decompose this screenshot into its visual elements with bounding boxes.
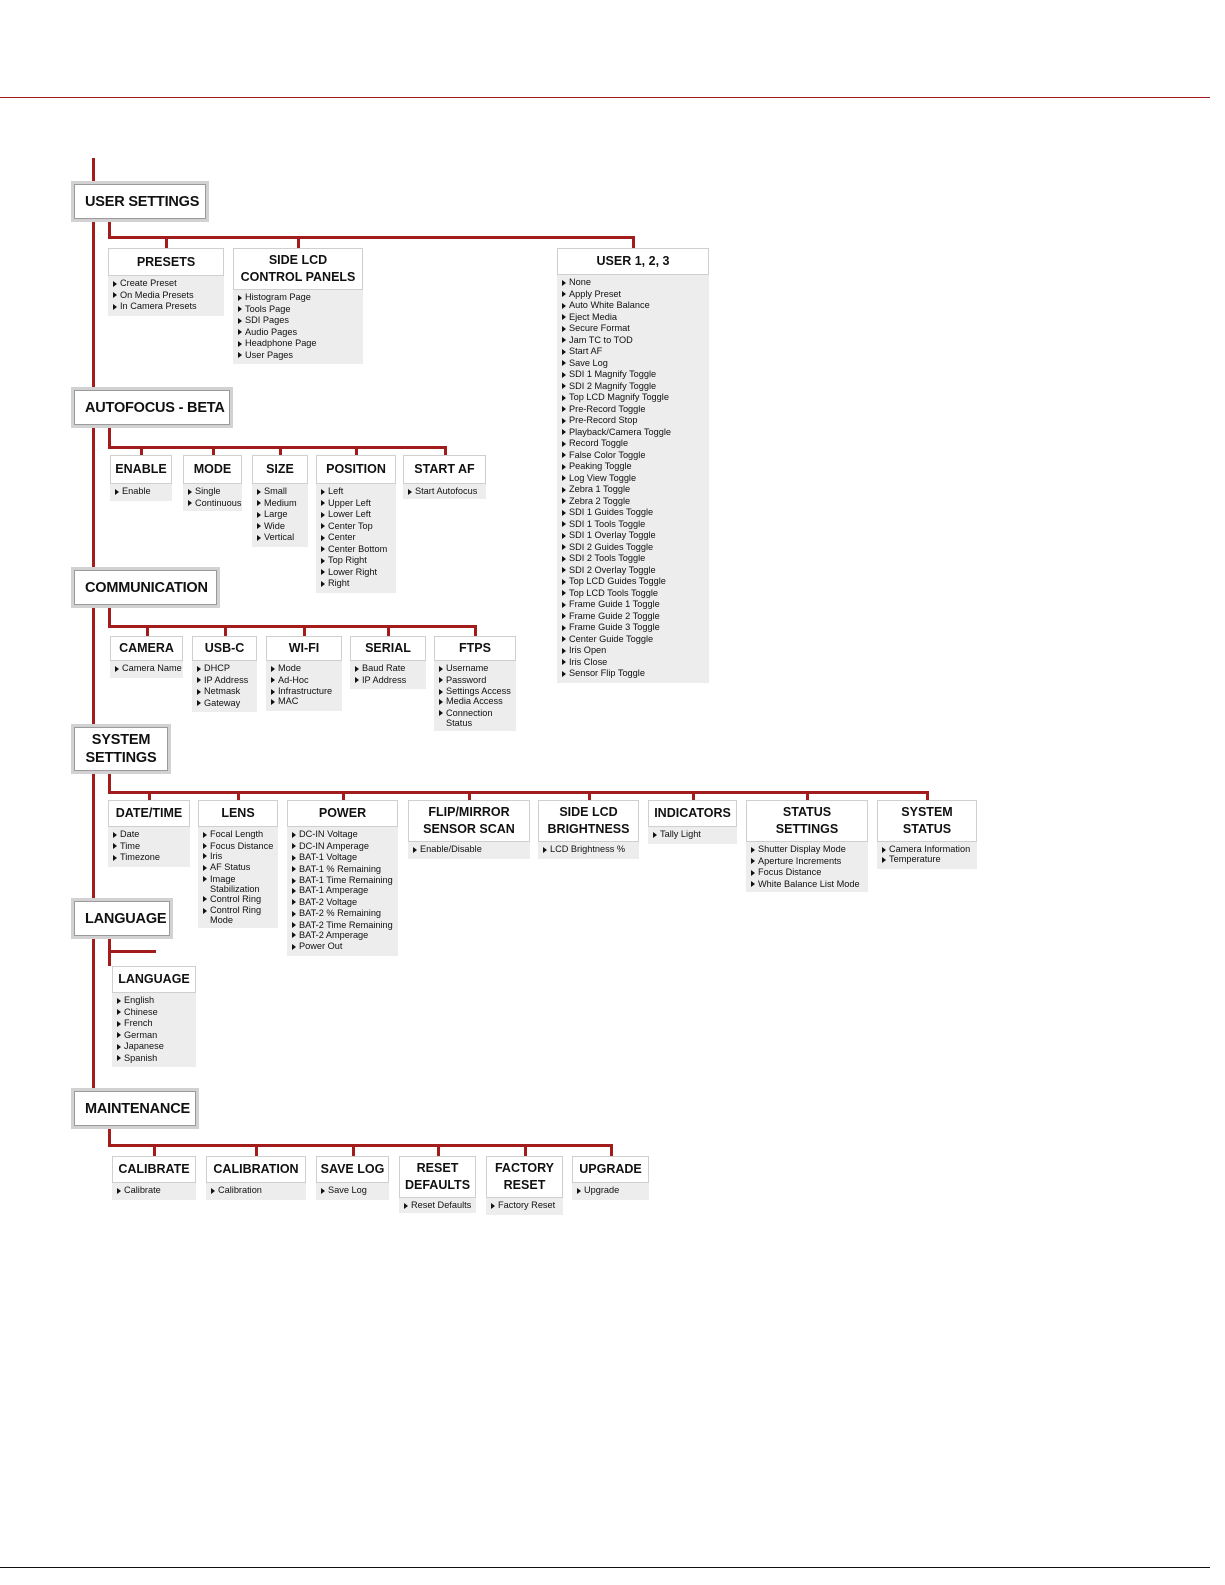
- menu-item: Sensor Flip Toggle: [561, 668, 705, 680]
- menu-item: SDI 1 Guides Toggle: [561, 507, 705, 519]
- menu-item: Continuous: [187, 498, 238, 508]
- menu-item: BAT-1 Time Remaining: [291, 875, 394, 885]
- child-tick-line: [588, 791, 591, 800]
- menu-item: Start AF: [561, 346, 705, 358]
- child-tick-line: [255, 1144, 258, 1156]
- menu-node: [877, 800, 977, 869]
- menu-item: Upper Left: [320, 498, 392, 510]
- category-maintenance: [74, 1091, 196, 1126]
- menu-item: BAT-2 Amperage: [291, 930, 394, 942]
- menu-node-title: SAVE LOG: [316, 1156, 389, 1183]
- menu-item: German: [116, 1030, 192, 1042]
- menu-node: [408, 800, 530, 859]
- menu-node: [350, 636, 426, 689]
- menu-node-title: PRESETS: [108, 248, 224, 276]
- menu-node: [287, 800, 398, 956]
- menu-node-items: [287, 827, 398, 956]
- menu-node: [266, 636, 342, 711]
- menu-node-items: [557, 275, 709, 683]
- menu-item: Start Autofocus: [407, 486, 482, 496]
- menu-item: Enable/Disable: [412, 844, 526, 856]
- menu-item: Calibrate: [116, 1185, 192, 1197]
- menu-item: Chinese: [116, 1007, 192, 1019]
- menu-item: Save Log: [561, 358, 705, 370]
- menu-item: Medium: [256, 498, 304, 510]
- menu-item: BAT-1 Amperage: [291, 885, 394, 897]
- menu-item: IP Address: [196, 675, 253, 687]
- menu-item: Media Access: [438, 696, 512, 708]
- header-rule: [0, 97, 1210, 98]
- menu-node-items: [408, 842, 530, 859]
- menu-node-title: POWER: [287, 800, 398, 827]
- menu-item: SDI 1 Magnify Toggle: [561, 369, 705, 381]
- menu-node-items: [486, 1198, 563, 1215]
- menu-node-title: SIDE LCD BRIGHTNESS: [538, 800, 639, 842]
- category-language: [74, 901, 170, 936]
- menu-item: Control Ring: [202, 894, 274, 906]
- menu-node: [112, 1156, 196, 1200]
- menu-item: BAT-2 Time Remaining: [291, 920, 394, 930]
- menu-item: Right: [320, 578, 392, 590]
- menu-item: Reset Defaults: [403, 1200, 472, 1210]
- menu-node-title: MODE: [183, 455, 242, 484]
- section-bus-line: [108, 446, 447, 449]
- child-tick-line: [140, 446, 143, 455]
- menu-node: [183, 455, 242, 511]
- section-bus-line: [108, 236, 635, 239]
- category-title: MAINTENANCE: [85, 1100, 190, 1117]
- menu-item: Tally Light: [652, 829, 733, 841]
- menu-node-items: [112, 993, 196, 1067]
- menu-item: Spanish: [116, 1053, 192, 1065]
- menu-node: [538, 800, 639, 859]
- menu-item: SDI 1 Overlay Toggle: [561, 530, 705, 542]
- menu-item: BAT-1 Voltage: [291, 852, 394, 864]
- child-tick-line: [108, 950, 111, 966]
- footer-rule: [0, 1567, 1210, 1568]
- category-title: AUTOFOCUS - BETA: [85, 399, 225, 416]
- menu-item: Audio Pages: [237, 327, 359, 339]
- menu-item: Vertical: [256, 532, 304, 544]
- menu-node-title: FACTORY RESET: [486, 1156, 563, 1198]
- child-tick-line: [632, 236, 635, 248]
- menu-item: Left: [320, 486, 392, 498]
- child-tick-line: [474, 625, 477, 636]
- child-tick-line: [153, 1144, 156, 1156]
- menu-item: Iris Close: [561, 657, 705, 669]
- menu-item: Focus Distance: [750, 867, 864, 879]
- menu-item: English: [116, 995, 192, 1007]
- menu-item: Camera Name: [114, 663, 179, 675]
- menu-item: Ad-Hoc: [270, 675, 338, 687]
- child-tick-line: [165, 236, 168, 248]
- menu-node: [206, 1156, 306, 1200]
- section-bus-line: [108, 625, 477, 628]
- menu-item: Create Preset: [112, 278, 220, 290]
- menu-node-title: SERIAL: [350, 636, 426, 661]
- menu-item: Japanese: [116, 1041, 192, 1053]
- menu-item: Top Right: [320, 555, 392, 567]
- menu-item: Calibration: [210, 1185, 302, 1197]
- menu-node-items: [110, 661, 183, 678]
- menu-item: Secure Format: [561, 323, 705, 335]
- menu-item: Power Out: [291, 941, 394, 953]
- menu-item: LCD Brightness %: [542, 844, 635, 856]
- menu-item: Control Ring Mode: [202, 905, 274, 925]
- menu-item: Playback/Camera Toggle: [561, 427, 705, 439]
- menu-item: Small: [256, 486, 304, 498]
- menu-node-title: USER 1, 2, 3: [557, 248, 709, 275]
- menu-item: In Camera Presets: [112, 301, 220, 313]
- menu-node-title: CALIBRATION: [206, 1156, 306, 1183]
- category-title: LANGUAGE: [85, 910, 167, 927]
- menu-item: Center: [320, 532, 392, 544]
- menu-item: Mode: [270, 663, 338, 675]
- menu-item: Frame Guide 2 Toggle: [561, 611, 705, 623]
- menu-node-title: FLIP/MIRROR SENSOR SCAN: [408, 800, 530, 842]
- menu-node-title: SIDE LCD CONTROL PANELS: [233, 248, 363, 290]
- menu-node-title: DATE/TIME: [108, 800, 190, 827]
- child-tick-line: [342, 791, 345, 800]
- menu-node-title: SYSTEM STATUS: [877, 800, 977, 842]
- menu-item: Frame Guide 3 Toggle: [561, 622, 705, 634]
- child-tick-line: [692, 791, 695, 800]
- menu-node-items: [183, 484, 242, 511]
- menu-node-items: [252, 484, 308, 547]
- child-tick-line: [387, 625, 390, 636]
- menu-item: On Media Presets: [112, 290, 220, 302]
- category-communication: [74, 570, 217, 605]
- menu-item: Top LCD Magnify Toggle: [561, 392, 705, 404]
- menu-node-items: [198, 827, 278, 928]
- menu-node: [403, 455, 486, 499]
- menu-item: Temperature: [881, 854, 973, 866]
- menu-node-title: CAMERA: [110, 636, 183, 661]
- menu-item: Netmask: [196, 686, 253, 698]
- menu-node: [108, 800, 190, 867]
- child-tick-line: [237, 791, 240, 800]
- menu-node: [108, 248, 224, 316]
- menu-node: [112, 966, 196, 1067]
- menu-item: Frame Guide 1 Toggle: [561, 599, 705, 611]
- menu-item: BAT-2 % Remaining: [291, 908, 394, 920]
- menu-item: Iris Open: [561, 645, 705, 657]
- menu-node-items: [746, 842, 868, 892]
- menu-node-items: [399, 1198, 476, 1213]
- menu-item: Gateway: [196, 698, 253, 710]
- menu-node-title: WI-FI: [266, 636, 342, 661]
- menu-node-items: [877, 842, 977, 869]
- menu-node-items: [538, 842, 639, 859]
- menu-item: Pre-Record Stop: [561, 415, 705, 427]
- menu-item: Top LCD Guides Toggle: [561, 576, 705, 588]
- menu-node-items: [108, 276, 224, 316]
- child-tick-line: [297, 236, 300, 248]
- menu-node-items: [316, 484, 396, 593]
- menu-item: Pre-Record Toggle: [561, 404, 705, 416]
- menu-node-title: FTPS: [434, 636, 516, 661]
- category-title: USER SETTINGS: [85, 193, 200, 210]
- menu-item: Center Bottom: [320, 544, 392, 556]
- child-tick-line: [437, 1144, 440, 1156]
- menu-item: Date: [112, 829, 186, 841]
- menu-node: [252, 455, 308, 547]
- menu-item: Password: [438, 675, 512, 687]
- child-tick-line: [610, 1144, 613, 1156]
- menu-node: [572, 1156, 649, 1200]
- menu-item: User Pages: [237, 350, 359, 362]
- menu-node-title: USB-C: [192, 636, 257, 661]
- menu-item: Auto White Balance: [561, 300, 705, 312]
- menu-node-title: CALIBRATE: [112, 1156, 196, 1183]
- menu-item: Baud Rate: [354, 663, 422, 675]
- menu-item: Wide: [256, 521, 304, 533]
- menu-item: Single: [187, 486, 238, 498]
- section-bus-line: [108, 950, 156, 953]
- menu-node-title: UPGRADE: [572, 1156, 649, 1183]
- menu-item: SDI Pages: [237, 315, 359, 327]
- child-tick-line: [212, 446, 215, 455]
- menu-item: SDI 1 Tools Toggle: [561, 519, 705, 531]
- child-tick-line: [146, 625, 149, 636]
- menu-item: Focal Length: [202, 829, 274, 841]
- menu-item: Record Toggle: [561, 438, 705, 450]
- menu-node: [434, 636, 516, 731]
- menu-node-items: [110, 484, 172, 501]
- menu-node-title: SIZE: [252, 455, 308, 484]
- menu-item: None: [561, 277, 705, 289]
- menu-node-items: [434, 661, 516, 731]
- menu-item: SDI 2 Magnify Toggle: [561, 381, 705, 393]
- category-title: COMMUNICATION: [85, 579, 208, 596]
- menu-item: BAT-2 Voltage: [291, 897, 394, 909]
- menu-item: White Balance List Mode: [750, 879, 864, 889]
- menu-item: DC-IN Voltage: [291, 829, 394, 841]
- menu-item: Save Log: [320, 1185, 385, 1197]
- menu-item: Factory Reset: [490, 1200, 559, 1212]
- menu-item: Username: [438, 663, 512, 675]
- menu-item: Camera Information: [881, 844, 973, 854]
- menu-node-items: [350, 661, 426, 689]
- menu-item: Top LCD Tools Toggle: [561, 588, 705, 600]
- menu-node-title: STATUS SETTINGS: [746, 800, 868, 842]
- menu-node-title: RESET DEFAULTS: [399, 1156, 476, 1198]
- menu-node-title: LANGUAGE: [112, 966, 196, 993]
- menu-node-items: [233, 290, 363, 364]
- menu-item: MAC: [270, 696, 338, 708]
- menu-node: [746, 800, 868, 892]
- menu-item: SDI 2 Guides Toggle: [561, 542, 705, 554]
- menu-item: Connection Status: [438, 708, 512, 728]
- menu-item: AF Status: [202, 862, 274, 874]
- menu-item: Histogram Page: [237, 292, 359, 304]
- child-tick-line: [148, 791, 151, 800]
- menu-item: SDI 2 Tools Toggle: [561, 553, 705, 565]
- child-tick-line: [806, 791, 809, 800]
- menu-node-title: START AF: [403, 455, 486, 484]
- child-tick-line: [355, 446, 358, 455]
- menu-node-items: [206, 1183, 306, 1200]
- section-bus-line: [108, 1144, 613, 1147]
- menu-node: [192, 636, 257, 712]
- menu-item: Time: [112, 841, 186, 853]
- menu-item: Lower Right: [320, 567, 392, 579]
- menu-item: Timezone: [112, 852, 186, 864]
- menu-item: Iris: [202, 851, 274, 863]
- child-tick-line: [926, 791, 929, 800]
- menu-node-title: INDICATORS: [648, 800, 737, 827]
- menu-node: [648, 800, 737, 844]
- menu-item: Shutter Display Mode: [750, 844, 864, 856]
- menu-node-items: [192, 661, 257, 712]
- child-tick-line: [303, 625, 306, 636]
- category-user-settings: [74, 184, 206, 219]
- menu-node-items: [108, 827, 190, 867]
- menu-item: Log View Toggle: [561, 473, 705, 485]
- menu-item: Tools Page: [237, 304, 359, 316]
- menu-node: [233, 248, 363, 364]
- menu-item: Upgrade: [576, 1185, 645, 1197]
- menu-node: [198, 800, 278, 928]
- menu-node: [399, 1156, 476, 1213]
- menu-item: Image Stabilization: [202, 874, 274, 894]
- child-tick-line: [468, 791, 471, 800]
- menu-node: [316, 455, 396, 593]
- menu-item: Enable: [114, 486, 168, 498]
- menu-node-items: [403, 484, 486, 499]
- menu-node-items: [112, 1183, 196, 1200]
- menu-item: Center Guide Toggle: [561, 634, 705, 646]
- menu-node-title: LENS: [198, 800, 278, 827]
- menu-item: Jam TC to TOD: [561, 335, 705, 347]
- child-tick-line: [224, 625, 227, 636]
- menu-item: Large: [256, 509, 304, 521]
- menu-item: Peaking Toggle: [561, 461, 705, 473]
- menu-item: Eject Media: [561, 312, 705, 324]
- child-tick-line: [524, 1144, 527, 1156]
- main-spine-line: [92, 158, 95, 1108]
- menu-item: BAT-1 % Remaining: [291, 864, 394, 876]
- menu-item: Lower Left: [320, 509, 392, 521]
- menu-item: Aperture Increments: [750, 856, 864, 868]
- menu-item: DC-IN Amperage: [291, 841, 394, 853]
- menu-item: French: [116, 1018, 192, 1030]
- menu-item: Focus Distance: [202, 841, 274, 851]
- menu-item: SDI 2 Overlay Toggle: [561, 565, 705, 577]
- menu-item: Zebra 1 Toggle: [561, 484, 705, 496]
- menu-node-title: POSITION: [316, 455, 396, 484]
- category-system-settings: [74, 727, 168, 771]
- menu-node: [110, 636, 183, 678]
- child-tick-line: [279, 446, 282, 455]
- menu-item: Zebra 2 Toggle: [561, 496, 705, 508]
- menu-item: IP Address: [354, 675, 422, 687]
- menu-node-items: [316, 1183, 389, 1200]
- menu-node: [557, 248, 709, 683]
- menu-item: Infrastructure: [270, 686, 338, 696]
- category-title: SYSTEM SETTINGS: [85, 732, 157, 766]
- menu-item: False Color Toggle: [561, 450, 705, 462]
- menu-item: DHCP: [196, 663, 253, 675]
- menu-node-items: [648, 827, 737, 844]
- menu-item: Apply Preset: [561, 289, 705, 301]
- menu-node-title: ENABLE: [110, 455, 172, 484]
- child-tick-line: [444, 446, 447, 455]
- category-autofocus-beta: [74, 390, 230, 425]
- menu-node: [316, 1156, 389, 1200]
- menu-node-items: [572, 1183, 649, 1200]
- menu-item: Settings Access: [438, 686, 512, 696]
- child-tick-line: [352, 1144, 355, 1156]
- menu-item: Headphone Page: [237, 338, 359, 350]
- menu-item: Center Top: [320, 521, 392, 533]
- menu-node: [486, 1156, 563, 1215]
- menu-node-items: [266, 661, 342, 711]
- menu-node: [110, 455, 172, 501]
